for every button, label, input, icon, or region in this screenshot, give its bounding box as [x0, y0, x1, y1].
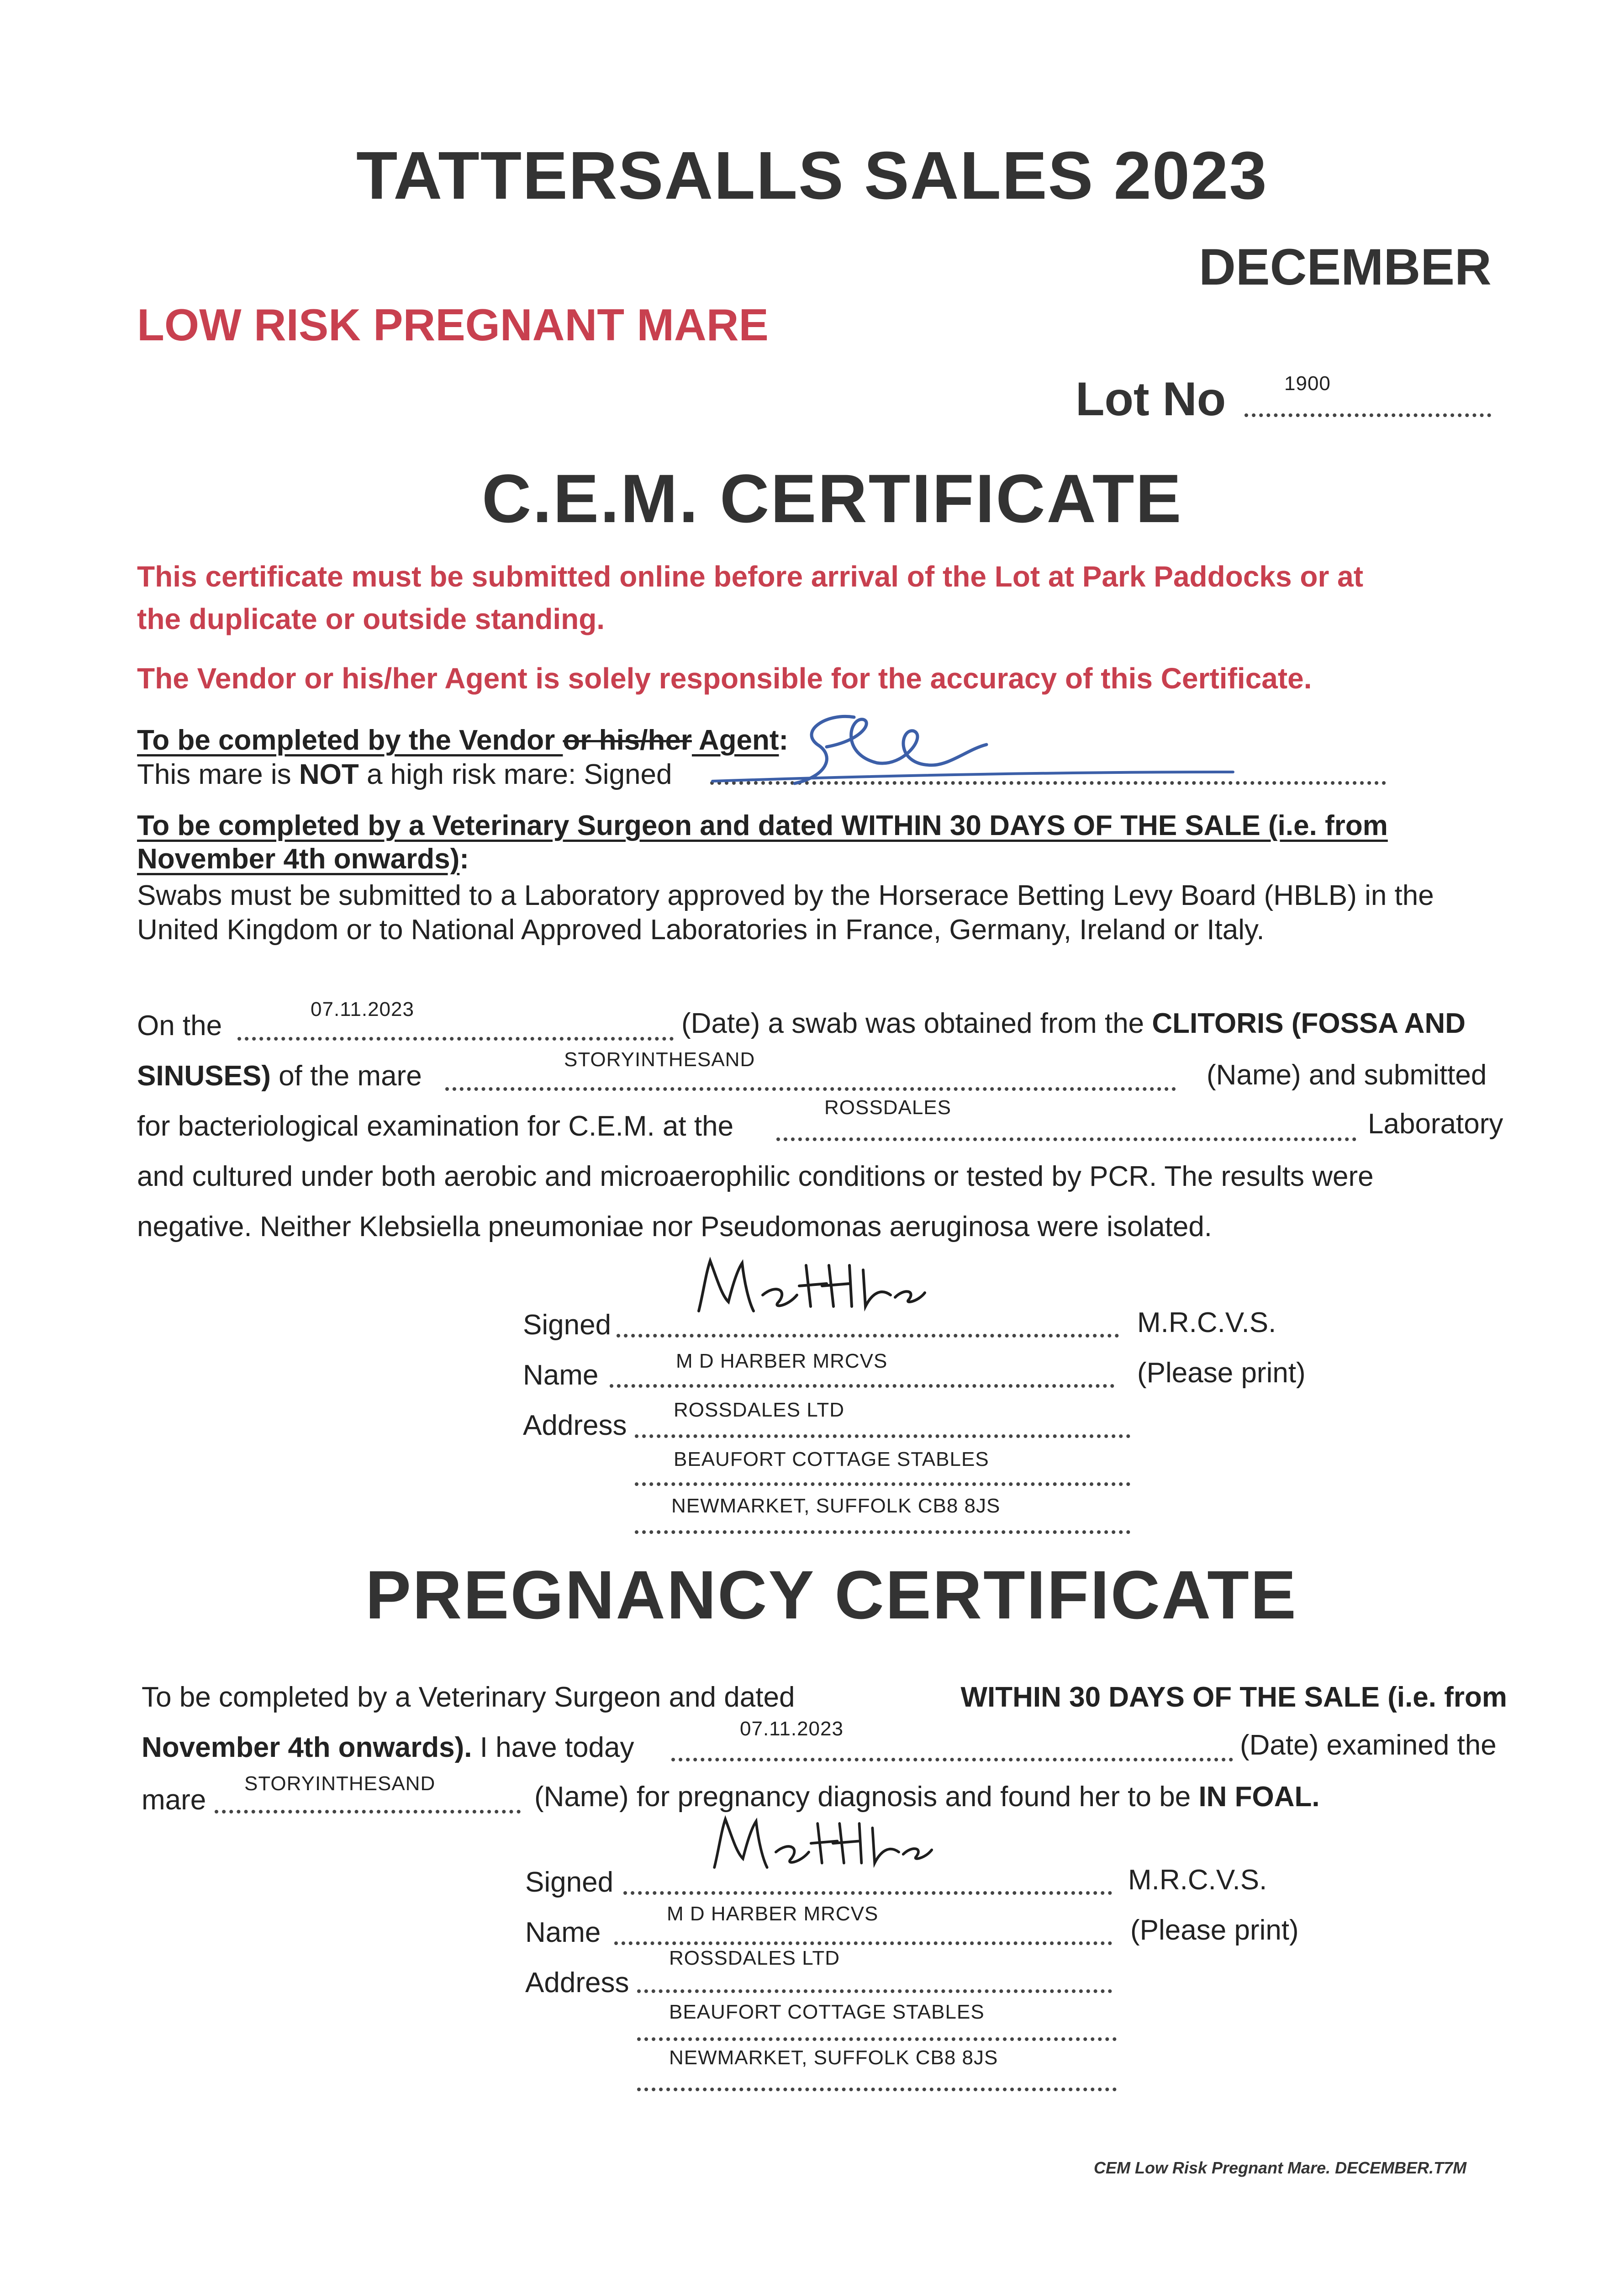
- pregnancy-date-value: 07.11.2023: [740, 1718, 844, 1740]
- pregnancy-date-line: [671, 1758, 1233, 1761]
- pregnancy-have-today: I have today: [472, 1732, 634, 1763]
- pregnancy-signed-line: [623, 1891, 1112, 1895]
- cem-on-the-label: On the: [137, 1010, 222, 1042]
- pregnancy-line2-bold: November 4th onwards).: [142, 1732, 472, 1763]
- vendor-section-heading: [137, 724, 788, 756]
- vendor-heading-struck-text: or his/her: [563, 724, 692, 756]
- pregnancy-mare-name: STORYINTHESAND: [244, 1772, 436, 1795]
- vendor-heading-text: To be completed by the Vendor: [137, 724, 563, 756]
- pregnancy-name-label: Name: [525, 1917, 601, 1948]
- vendor-statement-end: a high risk mare: Signed: [359, 759, 672, 790]
- cem-date-line: [237, 1037, 674, 1041]
- pregnancy-certificate-title: PREGNANCY CERTIFICATE: [365, 1556, 1297, 1633]
- vet-heading-date-text: November 4th onwards): [137, 843, 460, 875]
- submission-notice-line1: This certificate must be submitted online before arrival of the Lot at Park Paddocks or at: [137, 560, 1364, 593]
- cem-vet-name: M D HARBER MRCVS: [676, 1350, 888, 1372]
- cem-address-value2: BEAUFORT COTTAGE STABLES: [674, 1448, 989, 1470]
- cem-bacteriological-text: for bacteriological examination for C.E.M. at the: [137, 1110, 734, 1142]
- lot-number-line: [1244, 413, 1491, 417]
- cem-swab-obtained-text: (Date) a swab was obtained from the: [681, 1008, 1152, 1039]
- responsibility-notice: The Vendor or his/her Agent is solely responsible for the accuracy of this Certificate.: [137, 662, 1312, 695]
- cem-mrcvs-label: M.R.C.V.S.: [1137, 1307, 1276, 1338]
- pregnancy-mare-name-line: [215, 1810, 521, 1813]
- cem-name-submitted-text: (Name) and submitted: [1207, 1059, 1487, 1091]
- vendor-statement-start: This mare is: [137, 759, 299, 790]
- cem-date-suffix: [681, 1007, 1466, 1040]
- document-title: TATTERSALLS SALES 2023: [356, 138, 1268, 213]
- cem-certificate-title: C.E.M. CERTIFICATE: [482, 460, 1183, 537]
- cem-sinuses-text: SINUSES): [137, 1060, 271, 1092]
- vet-heading-colon: :: [459, 843, 469, 875]
- pregnancy-address-value3: NEWMARKET, SUFFOLK CB8 8JS: [669, 2046, 998, 2069]
- cem-address-line1: [635, 1434, 1130, 1438]
- cem-mare-name-line: [445, 1087, 1176, 1091]
- cem-laboratory-value: ROSSDALES: [824, 1096, 951, 1119]
- cem-address-line2: [635, 1482, 1130, 1486]
- pregnancy-address-line1: [637, 1989, 1112, 1993]
- pregnancy-signed-label: Signed: [525, 1866, 614, 1898]
- pregnancy-please-print: (Please print): [1130, 1914, 1299, 1946]
- cem-culture-text: and cultured under both aerobic and microaerophilic conditions or tested by PCR. The results were: [137, 1161, 1374, 1192]
- submission-notice-line2: the duplicate or outside standing.: [137, 603, 605, 635]
- pregnancy-diagnosis-start: (Name) for pregnancy diagnosis and found her to be: [534, 1781, 1199, 1813]
- vendor-heading-agent: Agent: [691, 724, 779, 756]
- cem-signed-label: Signed: [523, 1309, 612, 1341]
- cem-signed-line: [617, 1334, 1119, 1338]
- cem-please-print: (Please print): [1137, 1357, 1306, 1389]
- cem-mare-name: STORYINTHESAND: [564, 1048, 755, 1071]
- cem-of-mare-text: of the mare: [270, 1060, 422, 1092]
- lot-label: Lot No: [1076, 373, 1226, 426]
- pregnancy-address-label: Address: [525, 1967, 629, 1998]
- cem-date-value: 07.11.2023: [311, 998, 414, 1020]
- cem-address-value3: NEWMARKET, SUFFOLK CB8 8JS: [671, 1495, 1001, 1517]
- cem-mare-label: [137, 1060, 422, 1092]
- vet-section-heading-line1: To be completed by a Veterinary Surgeon and dated WITHIN 30 DAYS OF THE SALE (i.e. from: [137, 810, 1388, 841]
- cem-address-label: Address: [523, 1410, 627, 1441]
- vendor-signature: [712, 703, 1251, 795]
- lot-number: 1900: [1284, 372, 1331, 395]
- vendor-statement: [137, 758, 672, 791]
- pregnancy-line1-text: To be completed by a Veterinary Surgeon and dated: [142, 1681, 795, 1713]
- cem-result-text: negative. Neither Klebsiella pneumoniae nor Pseudomonas aeruginosa were isolated.: [137, 1211, 1213, 1242]
- mare-category: LOW RISK PREGNANT MARE: [137, 300, 769, 350]
- pregnancy-line2-start: [142, 1731, 634, 1764]
- cem-address-line3: [635, 1530, 1130, 1534]
- vet-section-heading-line2: [137, 843, 469, 875]
- pregnancy-address-value1: ROSSDALES LTD: [669, 1947, 840, 1969]
- pregnancy-address-line3: [637, 2088, 1117, 2091]
- pregnancy-address-line2: [637, 2037, 1117, 2041]
- pregnancy-address-value2: BEAUFORT COTTAGE STABLES: [669, 2001, 985, 2023]
- cem-laboratory-label: Laboratory: [1368, 1108, 1503, 1140]
- pregnancy-diagnosis-text: [534, 1781, 1320, 1813]
- vendor-statement-not: NOT: [299, 759, 359, 790]
- pregnancy-examined-text: (Date) examined the: [1240, 1729, 1497, 1761]
- pregnancy-vet-signature: [706, 1809, 934, 1882]
- cem-name-label: Name: [523, 1359, 599, 1391]
- pregnancy-mrcvs-label: M.R.C.V.S.: [1128, 1864, 1267, 1896]
- sale-month: DECEMBER: [1199, 238, 1492, 296]
- pregnancy-mare-label: mare: [142, 1784, 206, 1816]
- pregnancy-name-line: [614, 1941, 1112, 1945]
- cem-laboratory-line: [776, 1137, 1356, 1141]
- swab-requirements-line2: United Kingdom or to National Approved Laboratories in France, Germany, Ireland or Italy.: [137, 914, 1265, 946]
- pregnancy-line1-bold: WITHIN 30 DAYS OF THE SALE (i.e. from: [960, 1681, 1507, 1713]
- swab-requirements-line1: Swabs must be submitted to a Laboratory approved by the Horserace Betting Levy Board (HBLB) in the: [137, 880, 1434, 911]
- pregnancy-line1: [142, 1681, 1507, 1713]
- cem-vet-signature: [690, 1252, 927, 1325]
- form-code: CEM Low Risk Pregnant Mare. DECEMBER.T7M: [1094, 2158, 1467, 2177]
- vendor-heading-colon: :: [779, 724, 789, 756]
- cem-clitoris-text: CLITORIS (FOSSA AND: [1152, 1008, 1466, 1039]
- cem-name-line: [610, 1384, 1114, 1388]
- pregnancy-in-foal: IN FOAL.: [1198, 1781, 1320, 1813]
- cem-address-value1: ROSSDALES LTD: [674, 1399, 845, 1421]
- pregnancy-vet-name: M D HARBER MRCVS: [667, 1903, 879, 1925]
